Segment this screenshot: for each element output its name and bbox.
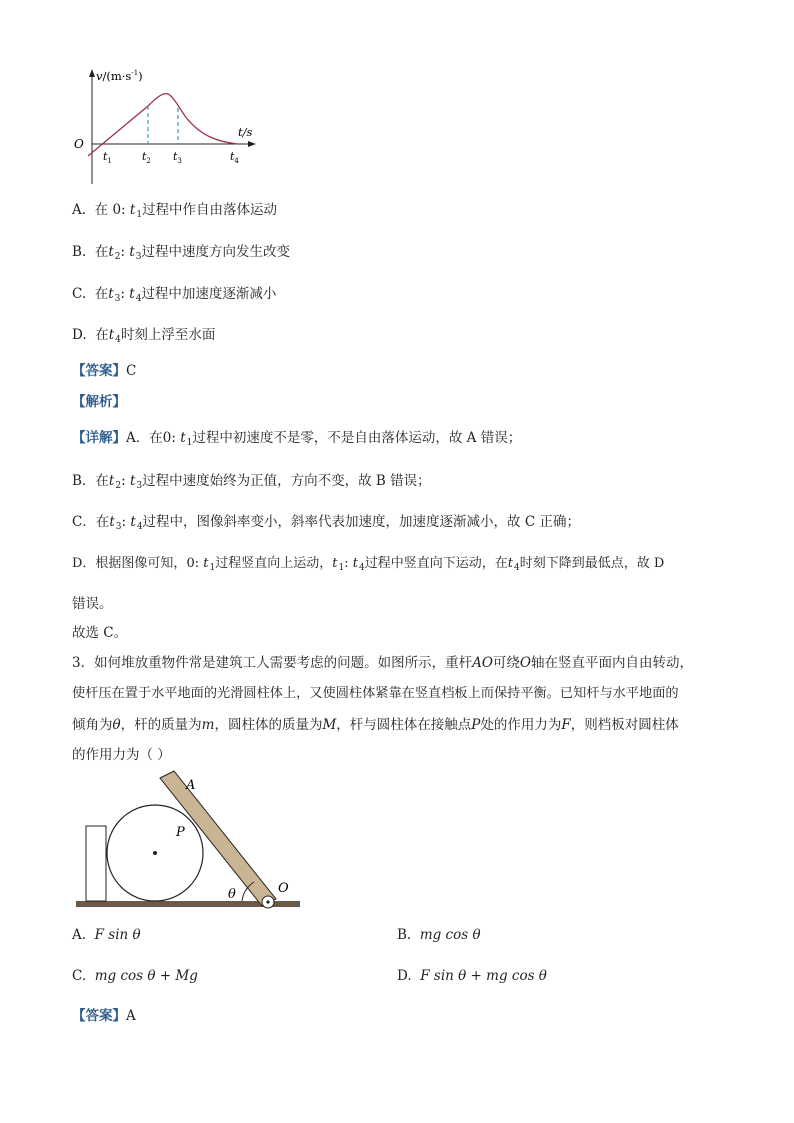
q2-answer: 【答案】C [72, 363, 137, 379]
rod-cylinder-svg [70, 768, 310, 913]
x-axis-label: t/s [238, 125, 253, 139]
q3-option-a: A. F sin θ [72, 927, 141, 943]
q3-line2: 使杆压在置于水平地面的光滑圆柱体上，又使圆柱体紧靠在竖直档板上而保持平衡。已知杆与水平地面的 [72, 686, 679, 701]
q3-line3: 倾角为θ，杆的质量为m，圆柱体的质量为M，杆与圆柱体在接触点P处的作用力为F，则档板对圆柱体 [72, 717, 679, 733]
q2-detail-d-line2: 错误。 [72, 596, 113, 612]
label-P: P [176, 825, 185, 840]
tick-t1: $t_1$ [103, 150, 112, 165]
label-theta: θ [228, 887, 236, 902]
velocity-time-graph [60, 64, 260, 189]
q3-option-b: B. mg cos θ [397, 927, 481, 943]
q2-option-a: A. 在 0: $t_1$过程中作自由落体运动 [72, 202, 278, 220]
q3-figure [70, 768, 310, 913]
q3-option-d: D. F sin θ + mg cos θ [397, 968, 547, 984]
q3-line1: 3．如何堆放重物件常是建筑工人需要考虑的问题。如图所示，重杆AO可绕O轴在竖直平面内自由转动， [72, 655, 693, 671]
q2-detail-a: 【详解】A．在0: $t_1$过程中初速度不是零，不是自由落体运动，故 A 错误； [72, 430, 522, 448]
q3-option-c: C. mg cos θ + Mg [72, 968, 198, 984]
label-A: A [186, 778, 196, 793]
tick-t4: $t_4$ [230, 150, 239, 165]
label-O: O [278, 881, 289, 896]
y-axis-arrow [89, 69, 95, 77]
q2-analysis-tag: 【解析】 [72, 394, 126, 410]
vertical-baffle [86, 826, 106, 901]
q3-line4: 的作用力为（ ） [72, 747, 171, 763]
y-axis-label: $v/(m\cdot s^{-1})$ [96, 69, 143, 83]
q2-detail-b: B．在$t_2$: $t_3$过程中速度始终为正值，方向不变，故 B 错误； [72, 473, 431, 491]
origin-label: O [74, 137, 84, 151]
vt-graph-svg [60, 64, 260, 189]
tick-t3: $t_3$ [173, 150, 182, 165]
q2-detail-d: D．根据图像可知，0: $t_1$过程竖直向上运动，$t_1$: $t_4$过程中竖直向下运动，在$t_4$时刻下降到最低点，故 D [72, 556, 665, 573]
pivot-dot [266, 900, 269, 903]
q2-detail-c: C．在$t_3$: $t_4$过程中，图像斜率变小，斜率代表加速度，加速度逐渐减小，故 C 正确； [72, 514, 580, 532]
q2-option-b: B. 在$t_2$: $t_3$过程中速度方向发生改变 [72, 244, 291, 262]
q2-choose: 故选 C。 [72, 625, 128, 641]
velocity-curve [88, 94, 238, 156]
x-axis-arrow [248, 141, 256, 147]
q3-answer: 【答案】A [72, 1008, 136, 1024]
q2-option-c: C. 在$t_3$: $t_4$过程中加速度逐渐减小 [72, 286, 277, 304]
tick-t2: $t_2$ [142, 150, 151, 165]
cylinder-center [153, 851, 157, 855]
q2-option-d: D. 在$t_4$时刻上浮至水面 [72, 327, 216, 345]
